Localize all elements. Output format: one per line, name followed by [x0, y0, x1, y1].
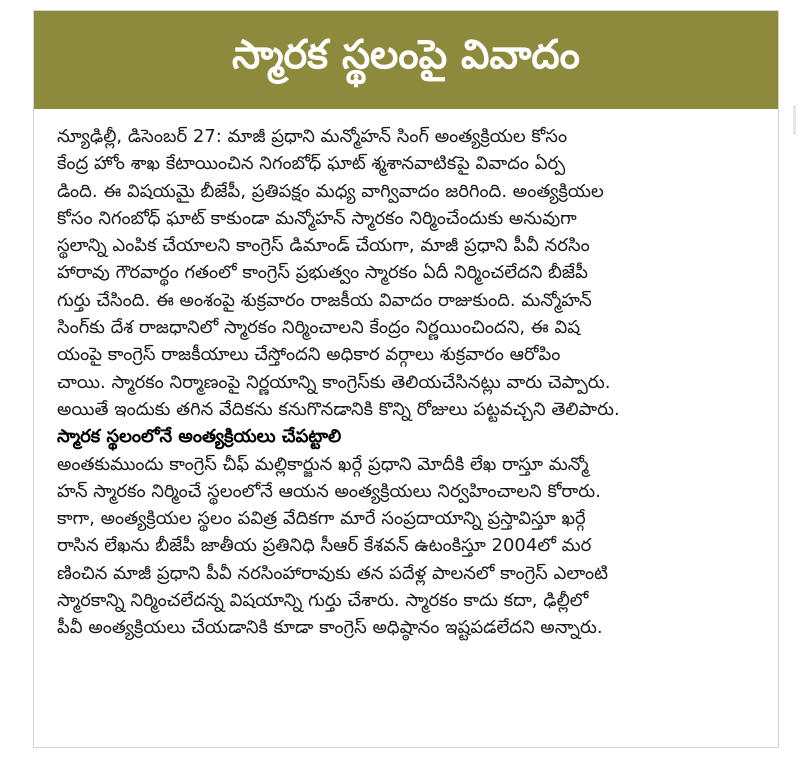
body-line: హారావు గౌరవార్థం గతంలో కాంగ్రెస్ ప్రభుత్వం స్మారకం ఏదీ నిర్మించలేదని బీజేపీ	[57, 262, 588, 284]
body-line: పీవీ అంత్యక్రియలు చేయడానికి కూడా కాంగ్రెస్ అధిష్ఠానం ఇష్టపడలేదని అన్నారు.	[57, 617, 603, 639]
body-line: స్మారకాన్ని నిర్మించలేదన్న విషయాన్ని గుర్తు చేశారు. స్మారకం కాదు కదా, ఢిల్లీలో	[57, 590, 589, 612]
body-line: గుర్తు చేసింది. ఈ అంశంపై శుక్రవారం రాజకీయ వివాదం రాజుకుంది. మన్మోహన్	[57, 289, 592, 311]
body-line: అయితే ఇందుకు తగిన వేదికను కనుగొనడానికి కొన్ని రోజులు పట్టవచ్చని తెలిపారు.	[57, 398, 620, 420]
body-line: ణించిన మాజీ ప్రధాని పీవీ నరసింహారావుకు తన పదేళ్ల పాలనలో కాంగ్రెస్ ఎలాంటి	[57, 562, 609, 584]
subheading: స్మారక స్థలంలోనే అంత్యక్రియలు చేపట్టాలి	[57, 426, 342, 448]
body-line: కాగా, అంత్యక్రియల స్థలం పవిత్ర వేదికగా మారే సంప్రదాయాన్ని ప్రస్తావిస్తూ ఖర్గే	[57, 508, 586, 530]
page-edge-shadow	[793, 105, 796, 135]
body-line: హన్ స్మారకం నిర్మించే స్థలంలోనే ఆయన అంత్యక్రియలు నిర్వహించాలని కోరారు.	[57, 480, 601, 502]
headline-banner	[34, 11, 778, 109]
body-line: డింది. ఈ విషయమై బీజేపీ, ప్రతిపక్షం మధ్య వాగ్వివాదం జరిగింది. అంత్యక్రియల	[57, 180, 604, 202]
body-line: కోసం నిగంబోధ్ ఘాట్ కాకుండా మన్మోహన్ స్మారకం నిర్మించేందుకు అనువుగా	[57, 207, 577, 229]
headline: స్మారక స్థలంపై వివాదం	[232, 32, 580, 78]
body-line: న్యూఢిల్లీ, డిసెంబర్ 27: మాజీ ప్రధాని మన్మోహన్ సింగ్ అంత్యక్రియల కోసం	[57, 126, 568, 147]
body-line: స్థలాన్ని ఎంపిక చేయాలని కాంగ్రెస్ డిమాండ్ చేయగా, మాజీ ప్రధాని పీవీ నరసిం	[57, 235, 590, 257]
body-line: చాయి. స్మారకం నిర్మాణంపై నిర్ణయాన్ని కాంగ్రెస్‌కు తెలియచేసినట్లు వారు చెప్పారు.	[57, 371, 611, 393]
body-line: సింగ్‌కు దేశ రాజధానిలో స్మారకం నిర్మించాలని కేంద్రం నిర్ణయించిందని, ఈ విష	[57, 317, 581, 339]
body-line: కేంద్ర హోం శాఖ కేటాయించిన నిగంబోధ్ ఘాట్ శ్మశానవాటికపై వివాదం ఏర్ప	[57, 153, 566, 175]
body-line: రాసిన లేఖను బీజేపీ జాతీయ ప్రతినిధి సీఆర్ కేశవన్ ఉటంకిస్తూ 2004లో మర	[57, 535, 592, 557]
body-line: అంతకుముందు కాంగ్రెస్ చీఫ్ మల్లికార్జున ఖర్గే ప్రధాని మోదీకి లేఖ రాస్తూ మన్మో	[57, 453, 589, 475]
body-line: యంపై కాంగ్రెస్ రాజకీయాలు చేస్తోందని అధికార వర్గాలు శుక్రవారం ఆరోపిం	[57, 344, 561, 366]
article-body	[57, 123, 757, 642]
news-clipping	[33, 10, 779, 748]
